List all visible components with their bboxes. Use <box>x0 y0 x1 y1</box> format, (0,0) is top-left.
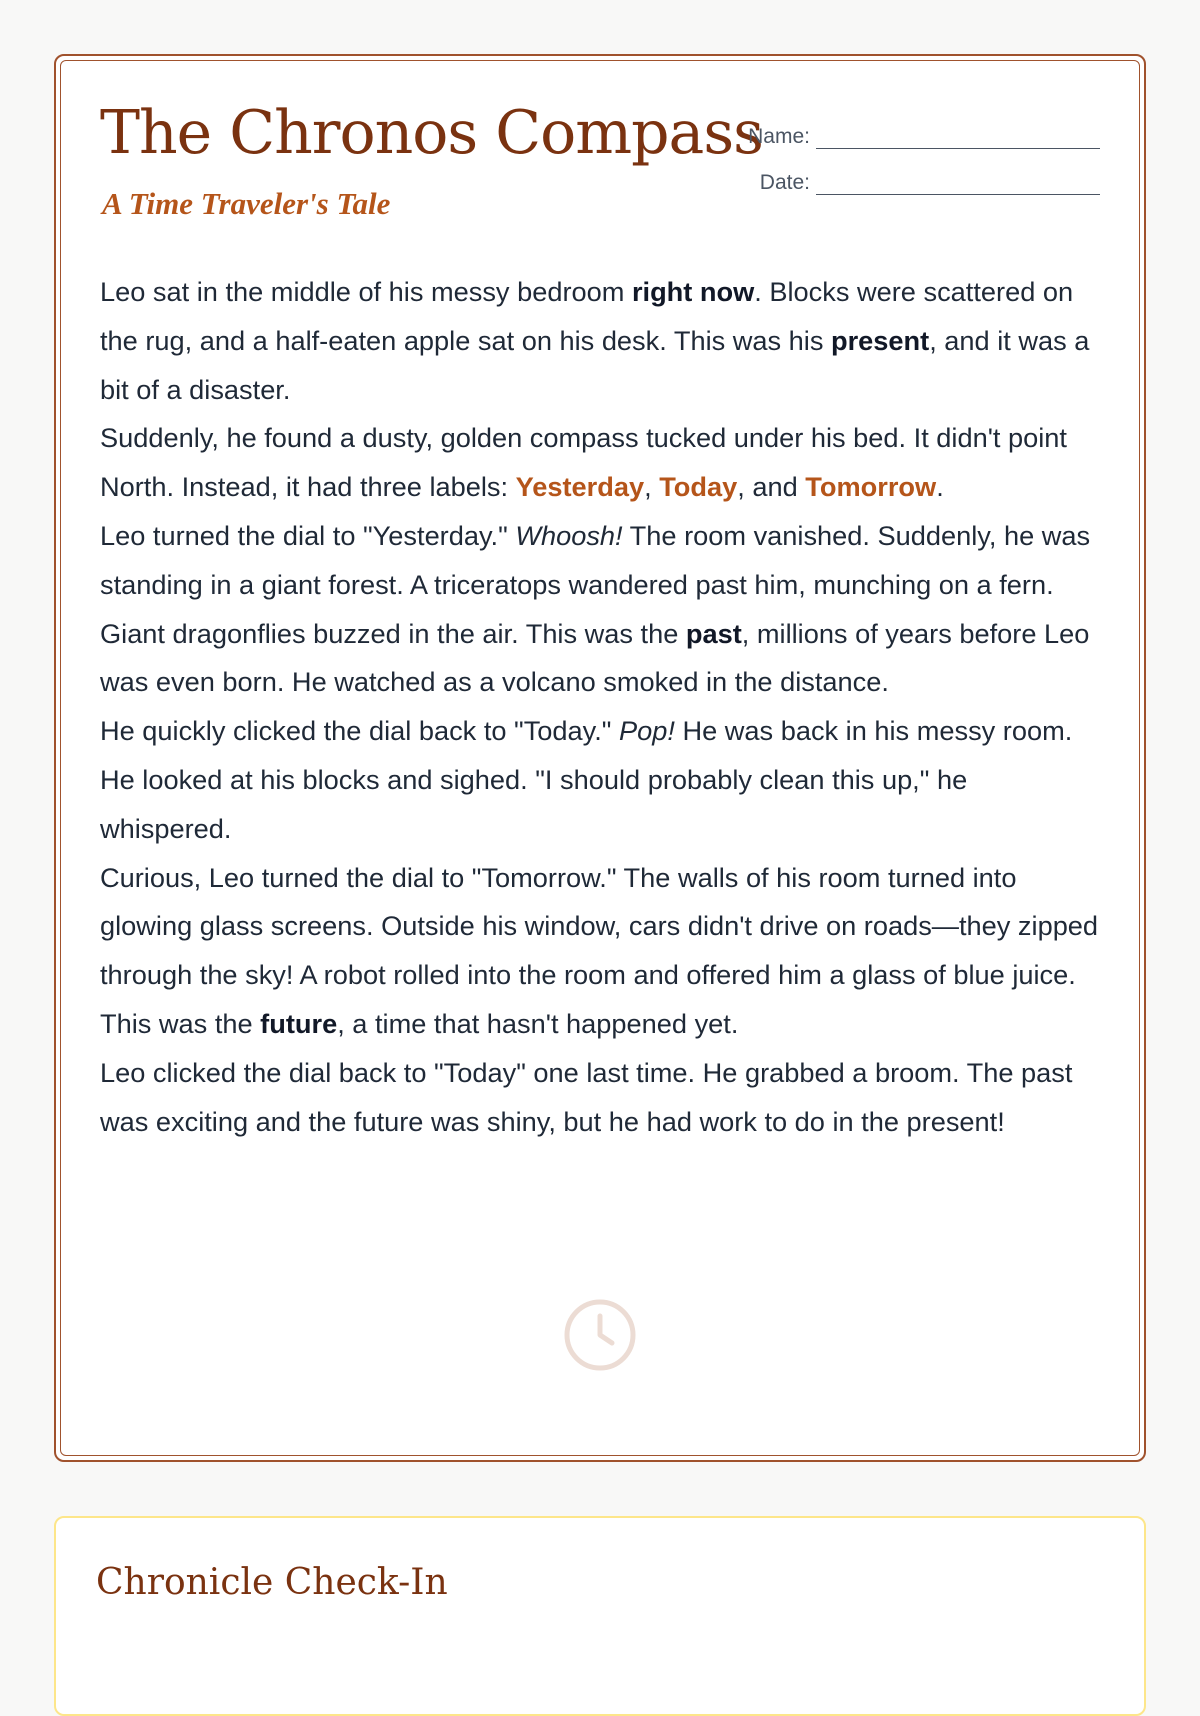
page-subtitle: A Time Traveler's Tale <box>102 186 391 221</box>
story-paragraph-2: Suddenly, he found a dusty, golden compass tucked under his bed. It didn't point North. Instead, it had three labels: Yesterday, Today, and Tomorrow. <box>100 422 1067 503</box>
date-label: Date: <box>759 171 810 194</box>
name-field[interactable] <box>748 103 1100 149</box>
sound-whoosh: Whoosh! <box>515 519 623 551</box>
label-tomorrow: Tomorrow <box>805 471 937 503</box>
label-yesterday: Yesterday <box>515 471 645 503</box>
keyword-future: future <box>260 1007 338 1039</box>
keyword-past: past <box>685 617 742 649</box>
name-date-fields <box>748 103 1100 195</box>
label-today: Today <box>659 471 738 503</box>
keyword-present: present <box>830 324 930 356</box>
story-paragraph-1: Leo sat in the middle of his messy bedroom right now. Blocks were scattered on the rug, and a half-eaten apple sat on his desk. This was his present, and it was a bit of a disaster. <box>100 276 1090 405</box>
page-title: The Chronos Compass <box>100 98 763 168</box>
date-line[interactable] <box>816 172 1100 195</box>
check-in-card <box>54 1516 1146 1716</box>
story-paragraph-3: Leo turned the dial to "Yesterday." Whoosh! The room vanished. Suddenly, he was standing in a giant forest. A triceratops wandered past him, munching on a fern. Giant dragonflies buzzed in the air. This was the past, millions of years before Leo was even born. He watched as a volcano smoked in the distance. <box>100 519 1091 698</box>
name-line[interactable] <box>816 126 1100 149</box>
sound-pop: Pop! <box>619 715 675 747</box>
story-paragraph-6: Leo clicked the dial back to "Today" one last time. He grabbed a broom. The past was exciting and the future was shiny, but he had work to do in the present! <box>100 1056 1073 1137</box>
clock-icon <box>562 1297 638 1373</box>
story-text <box>100 268 1100 1146</box>
story-paragraph-5: Curious, Leo turned the dial to "Tomorrow." The walls of his room turned into glowing glass screens. Outside his window, cars didn't drive on roads—they zipped through the sky! A robot rolled into the room and offered him a glass of blue juice. This was the future, a time that hasn't happened yet. <box>100 861 1099 1039</box>
story-paragraph-4: He quickly clicked the dial back to "Today." Pop! He was back in his messy room. He looked at his blocks and sighed. "I should probably clean this up," he whispered. <box>100 715 1073 844</box>
keyword-right-now: right now <box>631 276 755 307</box>
date-field[interactable] <box>748 149 1100 195</box>
name-label: Name: <box>748 125 810 148</box>
check-in-title: Chronicle Check-In <box>96 1562 448 1603</box>
